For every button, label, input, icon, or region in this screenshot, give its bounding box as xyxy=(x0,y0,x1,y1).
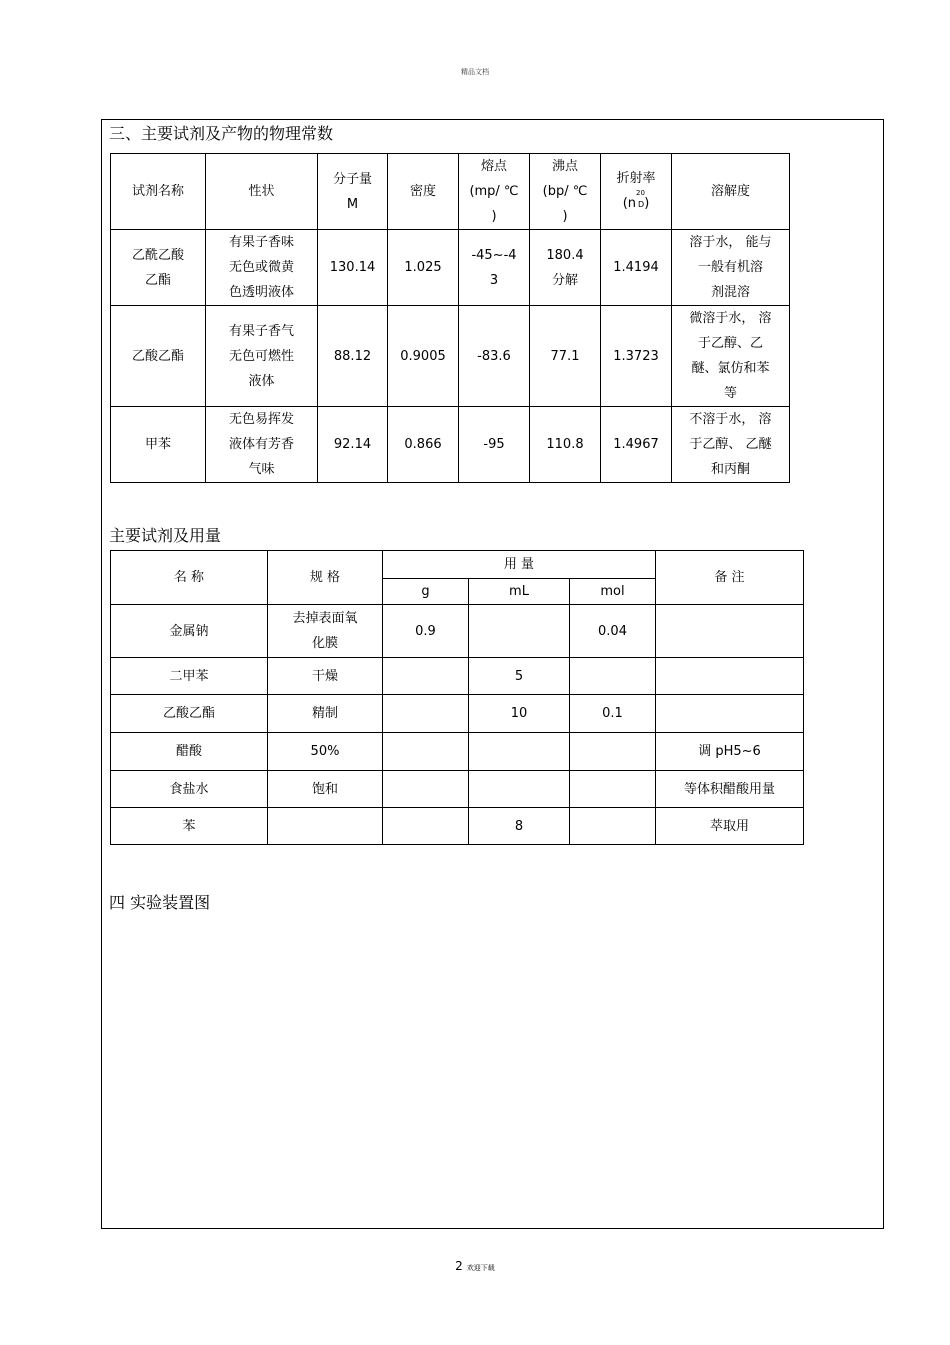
cell-note: 萃取用 xyxy=(656,808,804,845)
section4-title: 四 实验装置图 xyxy=(109,893,211,912)
cell-density: 0.866 xyxy=(388,407,459,483)
cell-ml xyxy=(469,733,570,771)
cell-state: 有果子香气 无色可燃性 液体 xyxy=(206,306,318,407)
cell-mol xyxy=(570,808,656,845)
cell-ml: 10 xyxy=(469,695,570,733)
cell-ml: 8 xyxy=(469,808,570,845)
table-row xyxy=(111,230,790,306)
reagent-amounts-table xyxy=(110,550,804,845)
cell-density: 1.025 xyxy=(388,230,459,306)
cell-note xyxy=(656,695,804,733)
cell-name: 二甲苯 xyxy=(111,658,268,695)
cell-ri: 1.4194 xyxy=(601,230,672,306)
header-mol: mol xyxy=(570,579,656,605)
cell-mw: 130.14 xyxy=(318,230,388,306)
cell-g xyxy=(383,771,469,808)
cell-solubility: 微溶于水， 溶 于乙醇、乙 醚、氯仿和苯 等 xyxy=(672,306,790,407)
cell-mw: 92.14 xyxy=(318,407,388,483)
cell-name: 金属钠 xyxy=(111,605,268,658)
table-row xyxy=(111,733,804,771)
table-row xyxy=(111,771,804,808)
cell-mp: -83.6 xyxy=(459,306,530,407)
cell-mp: -95 xyxy=(459,407,530,483)
section3-title: 三、主要试剂及产物的物理常数 xyxy=(109,124,334,143)
table-header-row xyxy=(111,551,804,579)
cell-mol: 0.1 xyxy=(570,695,656,733)
cell-ml: 5 xyxy=(469,658,570,695)
cell-name: 食盐水 xyxy=(111,771,268,808)
cell-note: 调 pH5~6 xyxy=(656,733,804,771)
cell-name: 乙酸乙酯 xyxy=(111,306,206,407)
page-header: 精品文档 xyxy=(461,68,489,76)
physical-constants-table xyxy=(110,153,790,483)
cell-mol xyxy=(570,658,656,695)
cell-g: 0.9 xyxy=(383,605,469,658)
table-row xyxy=(111,407,790,483)
cell-mp: -45~-4 3 xyxy=(459,230,530,306)
header-state: 性状 xyxy=(206,154,318,230)
cell-g xyxy=(383,658,469,695)
cell-name: 乙酸乙酯 xyxy=(111,695,268,733)
header-note: 备 注 xyxy=(656,551,804,605)
header-mw: 分子量 M xyxy=(318,154,388,230)
cell-ri: 1.3723 xyxy=(601,306,672,407)
header-bp: 沸点 (bp/ ℃ ) xyxy=(530,154,601,230)
cell-mol xyxy=(570,771,656,808)
header-refractive-index: 折射率 (n 20 D) xyxy=(601,154,672,230)
table-header-row xyxy=(111,154,790,230)
table-row xyxy=(111,605,804,658)
header-name: 试剂名称 xyxy=(111,154,206,230)
cell-spec xyxy=(268,808,383,845)
cell-ml xyxy=(469,771,570,808)
cell-mw: 88.12 xyxy=(318,306,388,407)
table-row xyxy=(111,306,790,407)
cell-bp: 110.8 xyxy=(530,407,601,483)
cell-g xyxy=(383,695,469,733)
cell-mol xyxy=(570,733,656,771)
header-solubility: 溶解度 xyxy=(672,154,790,230)
cell-g xyxy=(383,808,469,845)
footer-text: 欢迎下载 xyxy=(466,1264,495,1272)
cell-note xyxy=(656,658,804,695)
header-ml: mL xyxy=(469,579,570,605)
header-g: g xyxy=(383,579,469,605)
header-mp: 熔点 (mp/ ℃ ) xyxy=(459,154,530,230)
cell-state: 无色易挥发 液体有芳香 气味 xyxy=(206,407,318,483)
cell-g xyxy=(383,733,469,771)
cell-solubility: 不溶于水， 溶 于乙醇、 乙醚 和丙酮 xyxy=(672,407,790,483)
cell-ml xyxy=(469,605,570,658)
cell-spec: 精制 xyxy=(268,695,383,733)
cell-state: 有果子香味 无色或微黄 色透明液体 xyxy=(206,230,318,306)
cell-note xyxy=(656,605,804,658)
table-row xyxy=(111,808,804,845)
cell-bp: 180.4 分解 xyxy=(530,230,601,306)
cell-name: 乙酰乙酸 乙酯 xyxy=(111,230,206,306)
cell-name: 醋酸 xyxy=(111,733,268,771)
cell-solubility: 溶于水， 能与 一般有机溶 剂混溶 xyxy=(672,230,790,306)
header-density: 密度 xyxy=(388,154,459,230)
cell-spec: 50% xyxy=(268,733,383,771)
header-spec: 规 格 xyxy=(268,551,383,605)
cell-spec: 饱和 xyxy=(268,771,383,808)
cell-name: 苯 xyxy=(111,808,268,845)
table-row xyxy=(111,658,804,695)
reagents-title: 主要试剂及用量 xyxy=(109,526,222,545)
cell-bp: 77.1 xyxy=(530,306,601,407)
table-row xyxy=(111,695,804,733)
page-footer xyxy=(0,1259,950,1273)
header-name: 名 称 xyxy=(111,551,268,605)
cell-mol: 0.04 xyxy=(570,605,656,658)
cell-name: 甲苯 xyxy=(111,407,206,483)
header-amount: 用 量 xyxy=(383,551,656,579)
cell-spec: 去掉表面氧 化膜 xyxy=(268,605,383,658)
cell-note: 等体积醋酸用量 xyxy=(656,771,804,808)
cell-density: 0.9005 xyxy=(388,306,459,407)
cell-ri: 1.4967 xyxy=(601,407,672,483)
page-number: 2 xyxy=(455,1259,463,1273)
cell-spec: 干燥 xyxy=(268,658,383,695)
